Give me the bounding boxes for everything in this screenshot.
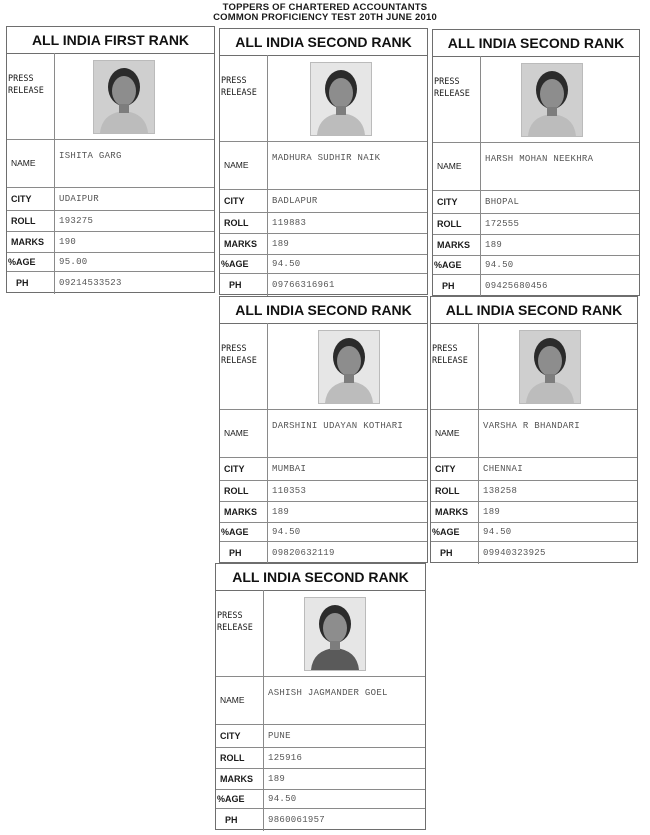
ph-row	[433, 274, 639, 297]
rank-heading: ALL INDIA SECOND RANK	[220, 29, 427, 56]
age-label: %AGE	[220, 522, 268, 541]
roll-row	[216, 747, 425, 769]
press-release-label: PRESS RELEASE	[220, 323, 268, 409]
ph-value: 09425680456	[485, 280, 548, 291]
city-value: UDAIPUR	[59, 193, 99, 204]
name-value: ISHITA GARG	[59, 151, 122, 161]
city-value: CHENNAI	[483, 463, 523, 474]
press-release-label: PRESS RELEASE	[7, 53, 55, 139]
topper-card	[219, 28, 428, 295]
press-release-row	[216, 590, 425, 677]
ph-value: 09820632119	[272, 547, 335, 558]
portrait-photo	[93, 60, 155, 134]
ph-value: 09214533523	[59, 277, 122, 288]
ph-value: 09940323925	[483, 547, 546, 558]
age-value: 95.00	[59, 256, 88, 267]
ph-label: PH	[220, 541, 268, 564]
age-row	[7, 252, 214, 272]
roll-value: 110353	[272, 485, 307, 496]
name-label: NAME	[216, 676, 264, 724]
ph-label: PH	[433, 274, 481, 297]
city-row	[433, 190, 639, 214]
name-value: HARSH MOHAN NEEKHRA	[485, 154, 594, 164]
rank-heading: ALL INDIA SECOND RANK	[431, 297, 637, 324]
photo-cell	[268, 323, 427, 409]
ph-row	[7, 271, 214, 294]
name-row	[431, 409, 637, 458]
roll-row	[433, 213, 639, 235]
ph-label: PH	[7, 271, 55, 294]
marks-label: MARKS	[220, 501, 268, 522]
ph-value: 9860061957	[268, 814, 326, 825]
age-row	[216, 789, 425, 809]
ph-value: 09766316961	[272, 279, 335, 290]
press-release-label: PRESS RELEASE	[431, 323, 479, 409]
rank-heading: ALL INDIA SECOND RANK	[216, 564, 425, 591]
city-row	[220, 189, 427, 213]
photo-cell	[481, 56, 639, 142]
portrait-photo	[318, 330, 380, 404]
age-label: %AGE	[433, 255, 481, 274]
city-row	[431, 457, 637, 481]
name-row	[216, 676, 425, 725]
topper-card	[430, 296, 638, 563]
name-value: ASHISH JAGMANDER GOEL	[268, 688, 388, 698]
city-label: CITY	[220, 189, 268, 212]
age-label: %AGE	[431, 522, 479, 541]
city-label: CITY	[7, 187, 55, 210]
roll-value: 119883	[272, 217, 307, 228]
press-release-label: PRESS RELEASE	[220, 55, 268, 141]
marks-row	[7, 231, 214, 253]
rank-heading: ALL INDIA SECOND RANK	[433, 30, 639, 57]
topper-card	[215, 563, 426, 830]
roll-row	[431, 480, 637, 502]
press-release-row	[7, 53, 214, 140]
marks-row	[433, 234, 639, 256]
age-row	[220, 522, 427, 542]
age-value: 94.50	[268, 793, 297, 804]
press-release-row	[431, 323, 637, 410]
city-label: CITY	[431, 457, 479, 480]
topper-card	[219, 296, 428, 563]
city-label: CITY	[216, 724, 264, 747]
press-release-row	[220, 55, 427, 142]
ph-label: PH	[220, 273, 268, 296]
city-value: PUNE	[268, 730, 291, 741]
city-label: CITY	[220, 457, 268, 480]
press-release-row	[433, 56, 639, 143]
age-value: 94.50	[483, 526, 512, 537]
age-row	[220, 254, 427, 274]
rank-heading: ALL INDIA FIRST RANK	[7, 27, 214, 54]
press-release-label: PRESS RELEASE	[433, 56, 481, 142]
topper-card	[6, 26, 215, 293]
document-title: TOPPERS OF CHARTERED ACCOUNTANTS	[222, 2, 428, 13]
name-row	[7, 139, 214, 188]
marks-label: MARKS	[220, 233, 268, 254]
marks-label: MARKS	[7, 231, 55, 252]
city-row	[216, 724, 425, 748]
age-label: %AGE	[220, 254, 268, 273]
roll-label: ROLL	[431, 480, 479, 501]
ph-row	[216, 808, 425, 831]
name-value: MADHURA SUDHIR NAIK	[272, 153, 381, 163]
name-label: NAME	[220, 409, 268, 457]
photo-cell	[479, 323, 637, 409]
name-label: NAME	[220, 141, 268, 189]
city-row	[7, 187, 214, 211]
name-value: DARSHINI UDAYAN KOTHARI	[272, 421, 404, 431]
portrait-photo	[521, 63, 583, 137]
photo-cell	[264, 590, 425, 676]
marks-row	[220, 233, 427, 255]
name-row	[220, 409, 427, 458]
marks-value: 190	[59, 236, 77, 247]
age-label: %AGE	[7, 252, 55, 271]
marks-row	[220, 501, 427, 523]
ph-label: PH	[216, 808, 264, 831]
portrait-photo	[519, 330, 581, 404]
roll-label: ROLL	[216, 747, 264, 768]
roll-value: 138258	[483, 485, 518, 496]
roll-value: 125916	[268, 752, 303, 763]
age-value: 94.50	[272, 258, 301, 269]
ph-row	[220, 273, 427, 296]
rank-heading: ALL INDIA SECOND RANK	[220, 297, 427, 324]
roll-value: 172555	[485, 218, 520, 229]
marks-label: MARKS	[431, 501, 479, 522]
name-label: NAME	[7, 139, 55, 187]
roll-row	[220, 212, 427, 234]
name-row	[433, 142, 639, 191]
name-row	[220, 141, 427, 190]
document-subtitle: COMMON PROFICIENCY TEST 20TH JUNE 2010	[213, 12, 437, 23]
city-label: CITY	[433, 190, 481, 213]
city-value: BADLAPUR	[272, 195, 318, 206]
roll-row	[7, 210, 214, 232]
name-value: VARSHA R BHANDARI	[483, 421, 580, 431]
photo-cell	[268, 55, 427, 141]
photo-cell	[55, 53, 214, 139]
press-release-row	[220, 323, 427, 410]
portrait-photo	[304, 597, 366, 671]
roll-label: ROLL	[7, 210, 55, 231]
marks-value: 189	[483, 506, 501, 517]
age-label: %AGE	[216, 789, 264, 808]
marks-label: MARKS	[216, 768, 264, 789]
age-value: 94.50	[272, 526, 301, 537]
age-value: 94.50	[485, 259, 514, 270]
roll-value: 193275	[59, 215, 94, 226]
marks-value: 189	[485, 239, 503, 250]
portrait-photo	[310, 62, 372, 136]
press-release-label: PRESS RELEASE	[216, 590, 264, 676]
name-label: NAME	[433, 142, 481, 190]
roll-label: ROLL	[220, 480, 268, 501]
name-label: NAME	[431, 409, 479, 457]
city-row	[220, 457, 427, 481]
roll-row	[220, 480, 427, 502]
age-row	[431, 522, 637, 542]
ph-row	[220, 541, 427, 564]
marks-row	[216, 768, 425, 790]
marks-value: 189	[272, 238, 290, 249]
marks-label: MARKS	[433, 234, 481, 255]
ph-row	[431, 541, 637, 564]
topper-card	[432, 29, 640, 296]
roll-label: ROLL	[433, 213, 481, 234]
marks-value: 189	[272, 506, 290, 517]
roll-label: ROLL	[220, 212, 268, 233]
marks-value: 189	[268, 773, 286, 784]
ph-label: PH	[431, 541, 479, 564]
city-value: BHOPAL	[485, 196, 520, 207]
marks-row	[431, 501, 637, 523]
age-row	[433, 255, 639, 275]
city-value: MUMBAI	[272, 463, 307, 474]
